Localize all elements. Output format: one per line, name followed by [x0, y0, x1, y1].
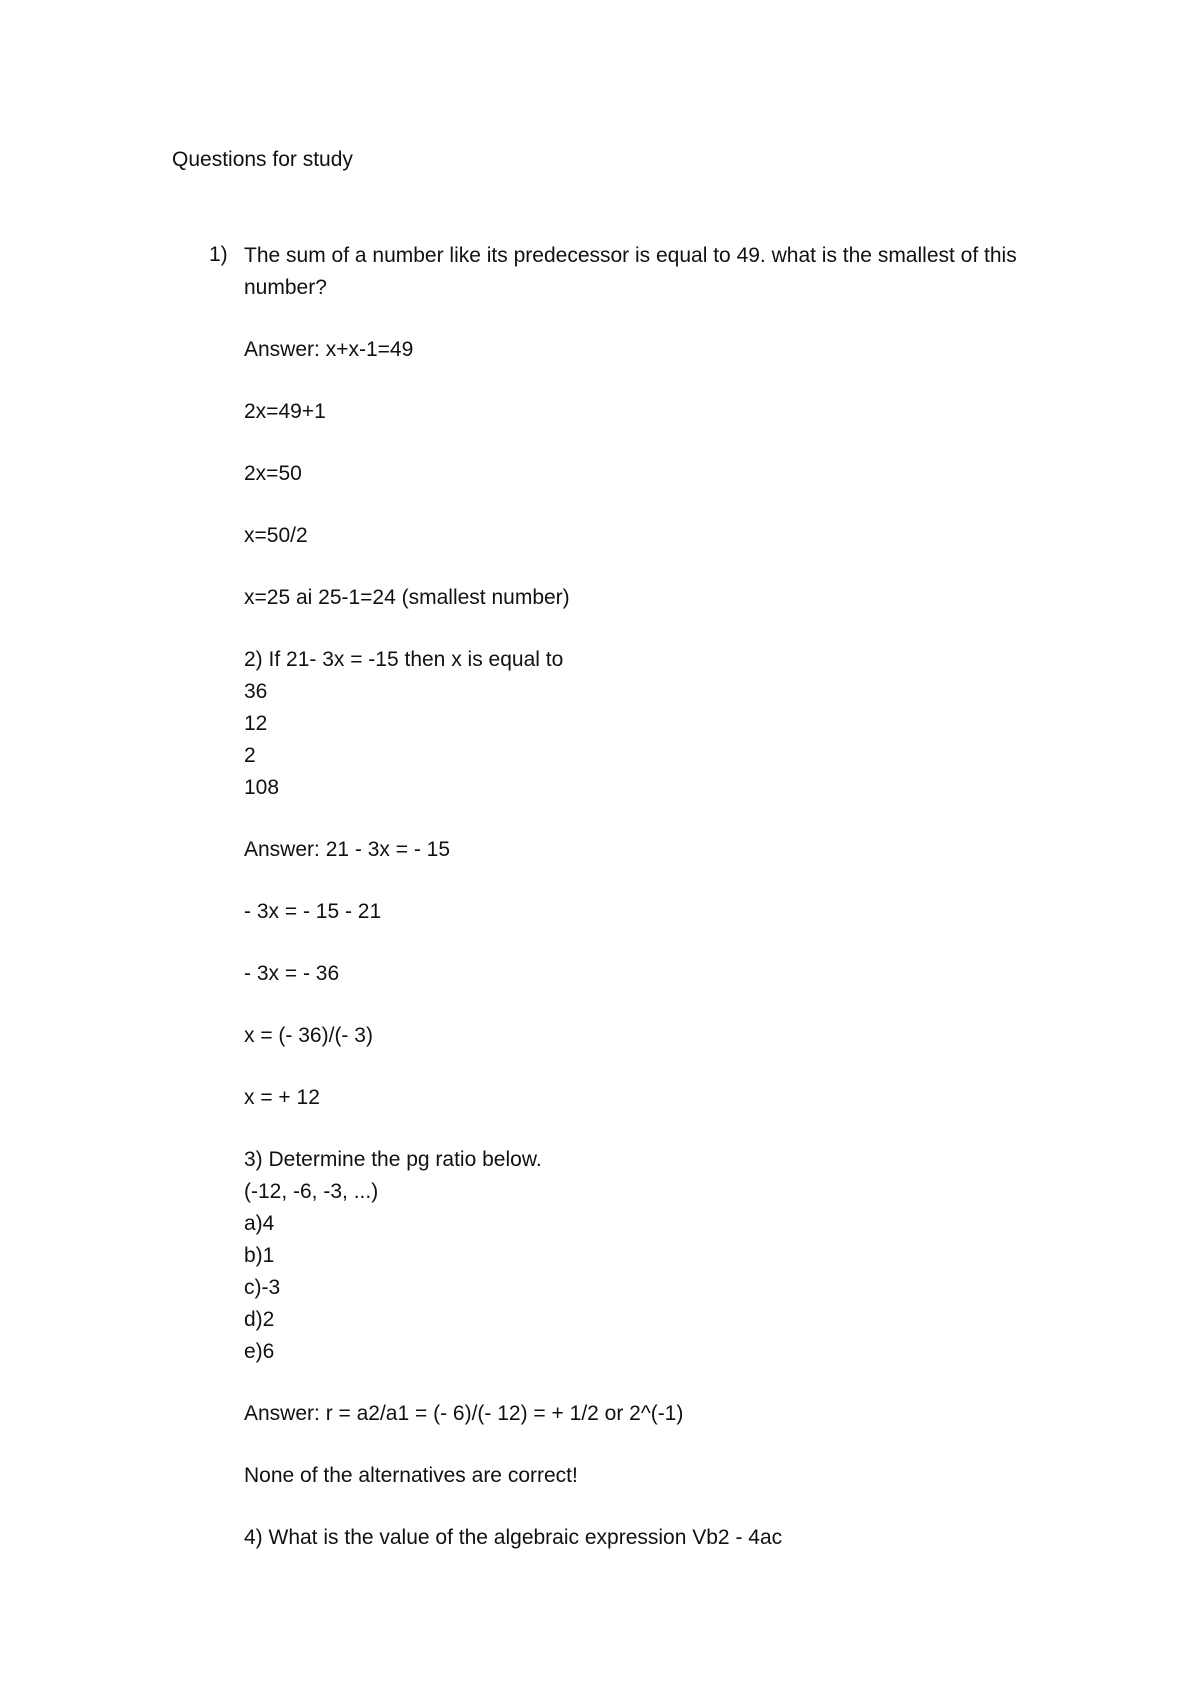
q3-option: d)2 — [244, 1308, 275, 1331]
q1-answer-step: x=25 ai 25-1=24 (smallest number) — [244, 586, 570, 609]
q1-answer-step: 2x=50 — [244, 462, 302, 485]
q3-option: a)4 — [244, 1212, 275, 1235]
q3-sequence: (-12, -6, -3, ...) — [244, 1180, 379, 1203]
q2-option: 108 — [244, 776, 280, 799]
q2-answer-step: x = + 12 — [244, 1086, 320, 1109]
document-body — [244, 240, 1044, 1554]
q3-answer: Answer: r = a2/a1 = (- 6)/(- 12) = + 1/2 or 2^(-1) — [244, 1402, 684, 1425]
document-title: Questions for study — [172, 148, 353, 171]
question-4-text: 4) What is the value of the algebraic expression Vb2 - 4ac — [244, 1526, 783, 1549]
q2-option: 12 — [244, 712, 268, 735]
q3-option: b)1 — [244, 1244, 275, 1267]
q2-answer-step: - 3x = - 15 - 21 — [244, 900, 382, 923]
question-1-number: 1) — [209, 243, 228, 266]
q3-option: e)6 — [244, 1340, 275, 1363]
q1-answer-step: Answer: x+x-1=49 — [244, 338, 414, 361]
q2-option: 36 — [244, 680, 268, 703]
q2-answer-step: x = (- 36)/(- 3) — [244, 1024, 373, 1047]
q1-answer-step: x=50/2 — [244, 524, 308, 547]
q2-answer-step: Answer: 21 - 3x = - 15 — [244, 838, 451, 861]
q2-answer-step: - 3x = - 36 — [244, 962, 340, 985]
question-2-text: 2) If 21- 3x = -15 then x is equal to — [244, 648, 564, 671]
q2-option: 2 — [244, 744, 256, 767]
q1-answer-step: 2x=49+1 — [244, 400, 326, 423]
q3-option: c)-3 — [244, 1276, 281, 1299]
q3-note: None of the alternatives are correct! — [244, 1464, 578, 1487]
question-1-text: The sum of a number like its predecessor is equal to 49. what is the smallest of this number? — [244, 244, 1017, 299]
question-3-text: 3) Determine the pg ratio below. — [244, 1148, 542, 1171]
